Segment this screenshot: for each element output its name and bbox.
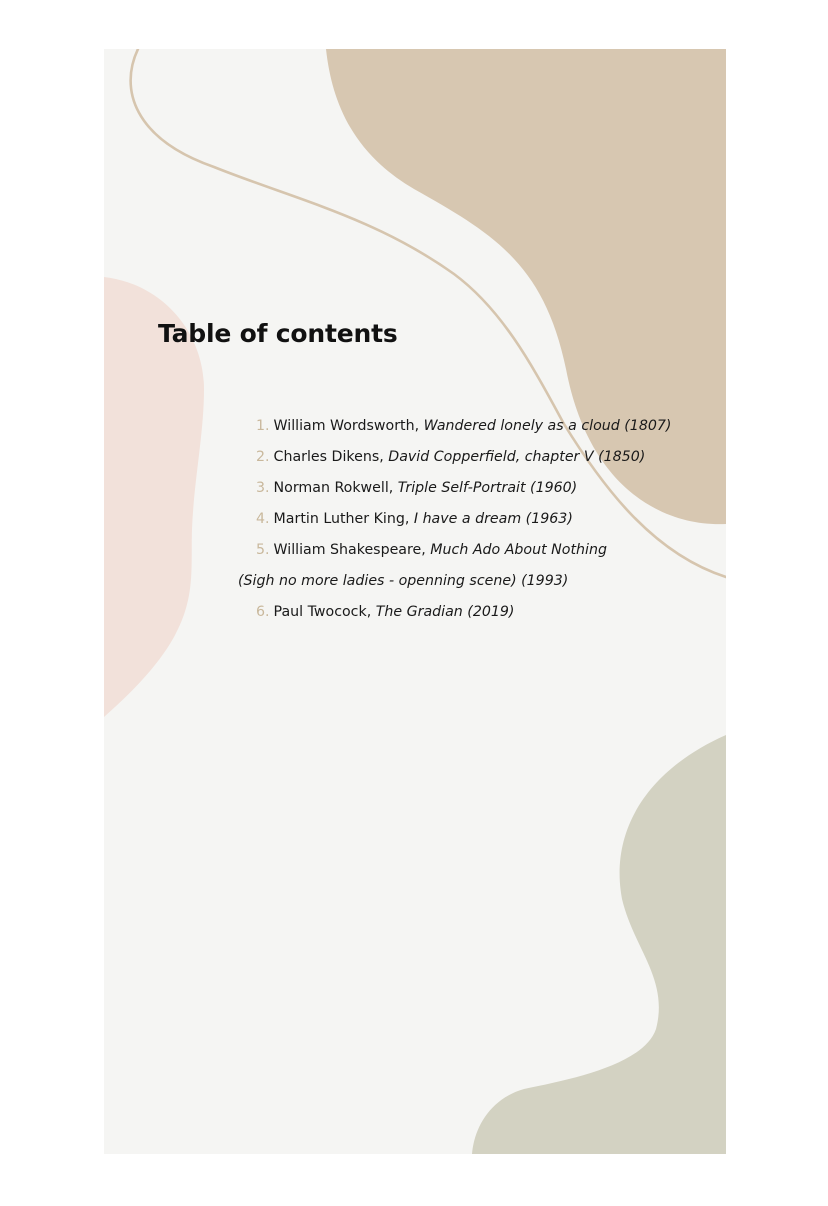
toc-entry-number: 1. [256,418,270,434]
toc-entry-number: 3. [256,480,270,496]
toc-entry-number: 5. [256,542,270,558]
toc-entry-number: 4. [256,511,270,527]
toc-entry-work: Wandered lonely as a cloud (1807) [423,418,672,434]
toc-entry [256,411,671,442]
toc-entry-number: 2. [256,449,270,465]
toc-entry [256,442,671,473]
toc-entry-work: The Gradian (2019) [375,604,515,620]
toc-entry-work: David Copperfield, chapter V (1850) [388,449,646,465]
toc-entry-author: Charles Dikens, [273,449,384,465]
toc-entry-author: Paul Twocock, [273,604,372,620]
toc-entry-author: Norman Rokwell, [273,480,394,496]
toc-entry-author: Martin Luther King, [273,511,410,527]
document-page [104,49,726,1154]
sage-blob-shape [472,735,726,1154]
toc-entry [256,473,671,504]
toc-entry-author: William Wordsworth, [273,418,420,434]
toc-list [238,411,672,628]
toc-entry [256,535,671,566]
toc-entry-work: Much Ado About Nothing [430,542,607,558]
toc-entry-author: William Shakespeare, [273,542,426,558]
page-title: Table of contents [158,319,398,348]
toc-entry [256,597,671,628]
toc-entry-work: I have a dream (1963) [413,511,573,527]
toc-entry-work-continued: (Sigh no more ladies - openning scene) (1993) [238,573,569,589]
toc-entry-continuation [239,566,671,597]
toc-entry-work: Triple Self-Portrait (1960) [397,480,578,496]
toc-entry-number: 6. [256,604,270,620]
toc-entry [256,504,671,535]
